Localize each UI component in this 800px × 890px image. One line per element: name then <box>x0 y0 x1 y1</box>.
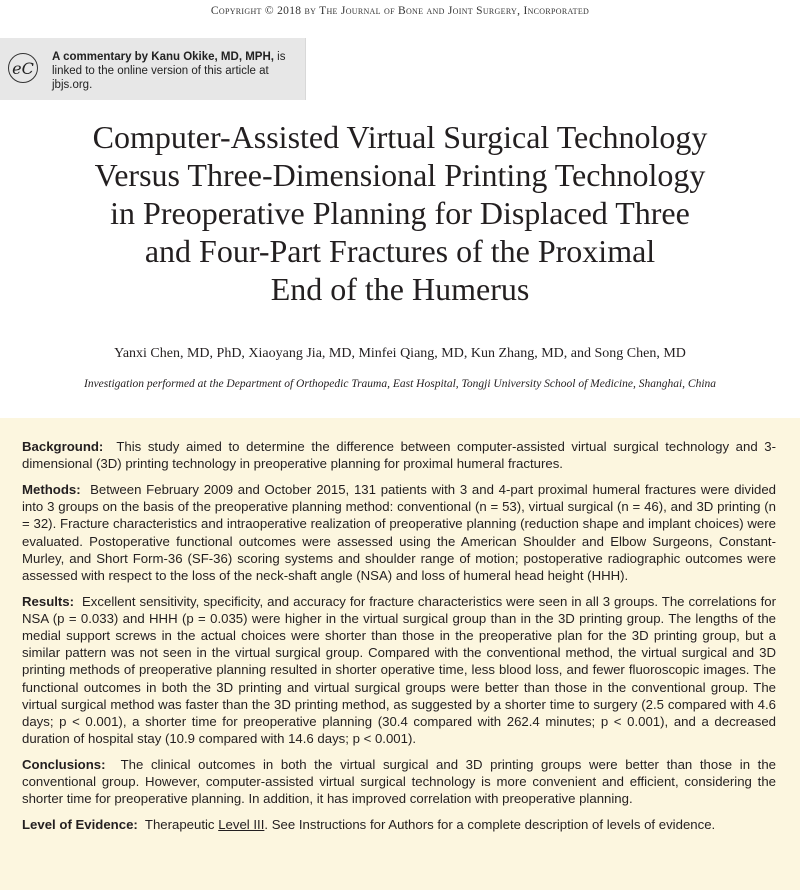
abstract-text <box>22 438 776 842</box>
title-line: in Preoperative Planning for Displaced Three <box>110 195 690 231</box>
author-list: Yanxi Chen, MD, PhD, Xiaoyang Jia, MD, Minfei Qiang, MD, Kun Zhang, MD, and Song Chen, MD <box>114 346 686 361</box>
abstract-methods <box>22 481 776 584</box>
commentary-text <box>52 50 302 92</box>
level-link[interactable]: Level III <box>218 817 265 833</box>
copyright-line: Copyright © 2018 by The Journal of Bone and Joint Surgery, Incorporated <box>210 5 590 17</box>
title-line: End of the Humerus <box>270 271 530 307</box>
title-line: and Four-Part Fractures of the Proximal <box>144 233 656 269</box>
abstract-results <box>22 593 776 748</box>
methods-text: Between February 2009 and October 2015, 131 patients with 3 and 4-part proximal humeral fractures were divided into 3 groups on the basis of the preoperative planning method: conventional (n = 53), virtual surgical (n = 46), and 3D printing (n = 32). Fracture characteristics and intraoperative realization of preoperative planning (reduction shape and implant choices) were evaluated. Postoperative functional outcomes were assessed using the American Shoulder and Elbow Surgeons, Constant-Murley, and Short Form-36 (SF-36) scoring systems and shoulder range of motion; postoperative radiographic outcomes were assessed with respect to the loss of the neck-shaft angle (NSA) and loss of humeral head height (HHH). <box>22 481 777 583</box>
results-heading: Results: <box>22 593 75 609</box>
institution-line: Investigation performed at the Department of Orthopedic Trauma, East Hospital, Tongji University School of Medicine, Shanghai, China <box>83 378 717 390</box>
abstract-box <box>0 418 800 890</box>
commentary-box[interactable] <box>0 38 306 100</box>
background-text: This study aimed to determine the difference between computer-assisted virtual surgical technology and 3-dimensional (3D) printing technology in preoperative planning for proximal humeral fractures. <box>22 439 776 472</box>
title-line: Computer-Assisted Virtual Surgical Technology <box>92 119 708 155</box>
level-prefix: Therapeutic <box>144 817 219 833</box>
abstract-background <box>22 438 776 472</box>
abstract-level <box>22 816 776 833</box>
methods-heading: Methods: <box>22 481 81 497</box>
article-title <box>20 118 780 308</box>
conclusions-heading: Conclusions: <box>22 756 106 772</box>
commentary-rest: is linked to the online version of this article at jbjs.org. <box>52 51 286 91</box>
ec-logo-icon: eC <box>8 53 38 83</box>
level-suffix: . See Instructions for Authors for a complete description of levels of evidence. <box>264 817 716 833</box>
results-text: Excellent sensitivity, specificity, and accuracy for fracture characteristics were seen in all 3 groups. The correlations for NSA (p = 0.033) and HHH (p = 0.035) were higher in the virtual surgical group than in the 3D printing group. The lengths of the medial support screws in the actual choices were shorter than those in the preoperative plan for the 3D printing group, but a similar pattern was not seen in the virtual surgical group. Compared with the conventional method, the virtual surgical and 3D printing methods of preoperative planning resulted in shorter operative time, less blood loss, and fewer fluoroscopic images. The functional outcomes in both the 3D printing and virtual surgical groups were better than those in the conventional group. The virtual surgical method was faster than the 3D printing method, as suggested by a shorter time to surgery (2.5 compared with 4.6 days; p < 0.001), a shorter time for preoperative planning (30.4 compared with 262.4 minutes; p < 0.001), and a decreased duration of hospital stay (10.9 compared with 14.6 days; p < 0.001). <box>22 593 777 747</box>
title-line: Versus Three-Dimensional Printing Technology <box>94 157 706 193</box>
background-heading: Background: <box>22 439 104 454</box>
commentary-author: A commentary by Kanu Okike, MD, MPH, <box>52 51 274 63</box>
conclusions-text: The clinical outcomes in both the virtual surgical and 3D printing groups were better than those in the conventional group. However, computer-assisted virtual surgical technology is more convenient and efficient, considering the shorter time for preoperative planning. In addition, it has improved correlation with preoperative planning. <box>22 756 777 807</box>
level-heading: Level of Evidence: <box>22 817 138 833</box>
abstract-conclusions <box>22 756 776 808</box>
